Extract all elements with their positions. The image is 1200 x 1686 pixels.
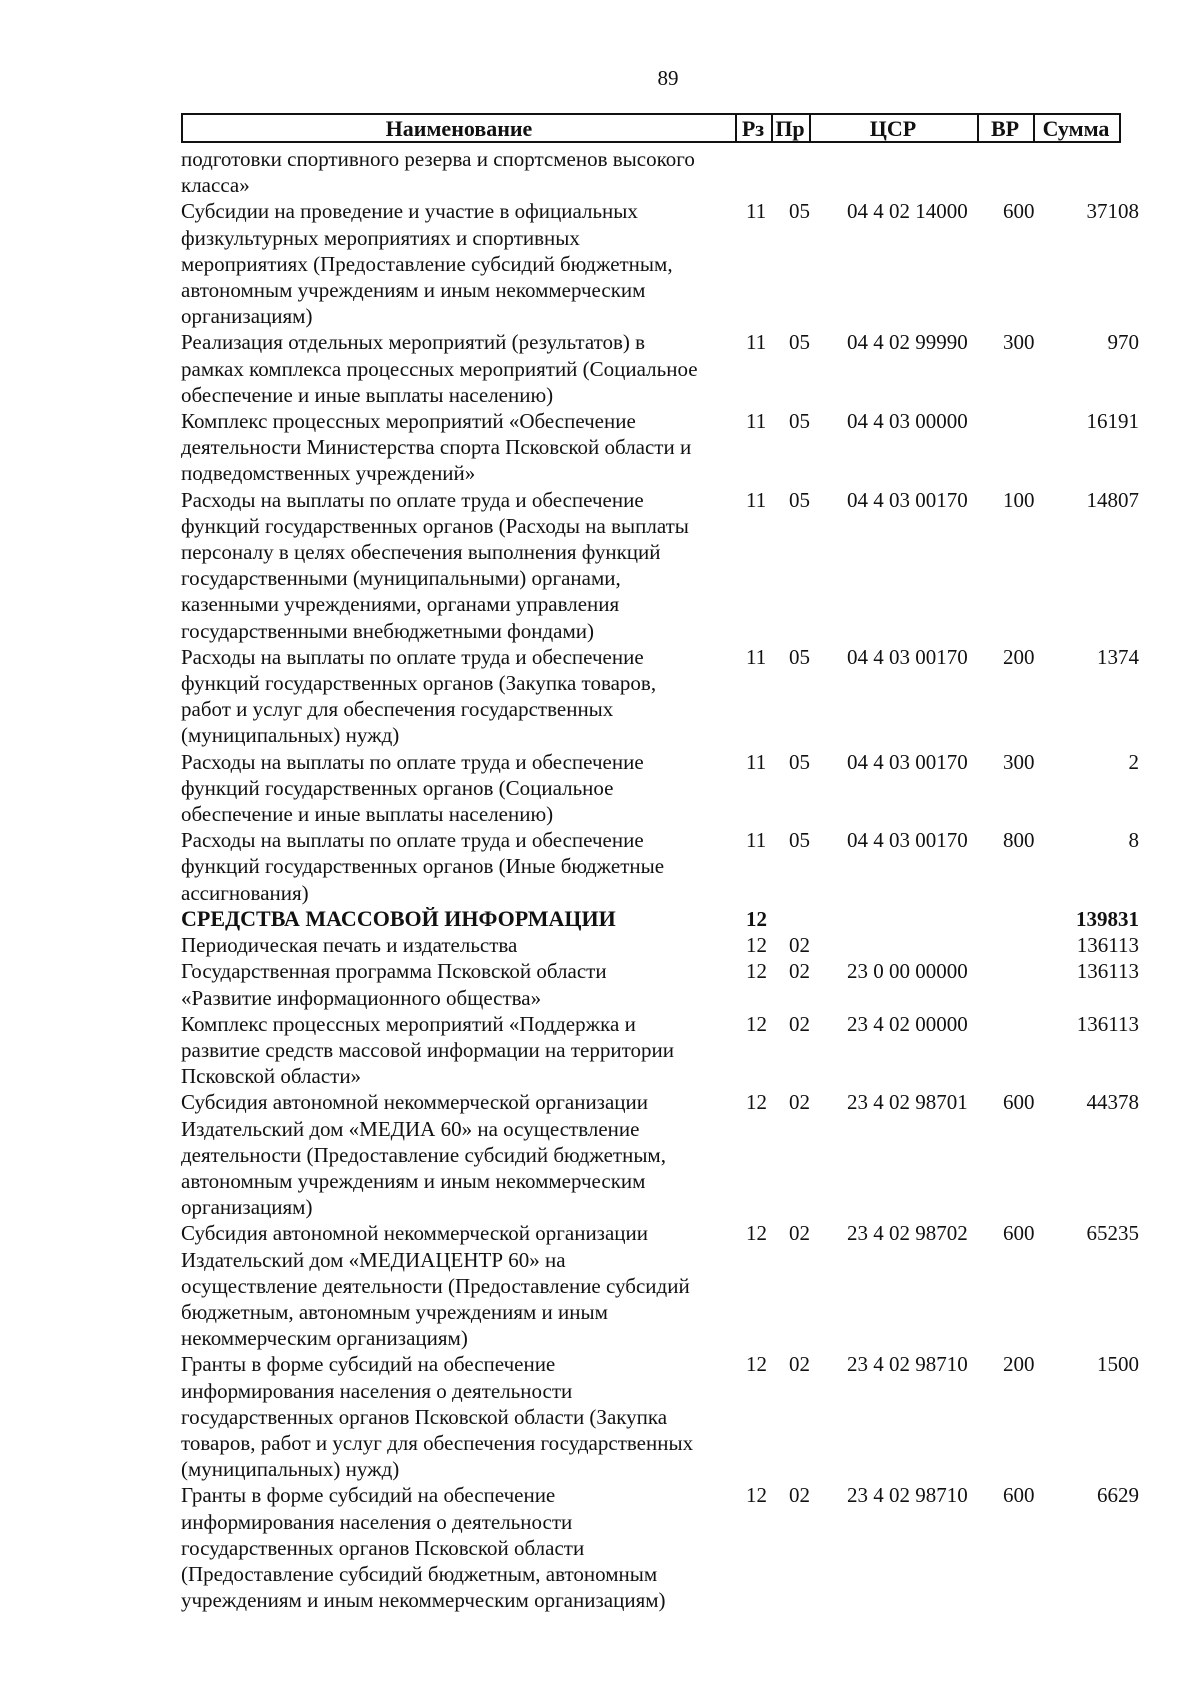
row-pr: 05	[789, 749, 810, 774]
row-name: Реализация отдельных мероприятий (результатов) в рамках комплекса процессных мероприятий (Социальное обеспечение и иные выплаты населению)	[181, 330, 698, 407]
row-csr: 23 4 02 98702	[847, 1221, 968, 1246]
table-row	[181, 1482, 1161, 1613]
header-csr: ЦСР	[809, 115, 979, 141]
row-name: Периодическая печать и издательства	[181, 933, 518, 958]
row-name: Гранты в форме субсидий на обеспечение информирования населения о деятельности государственных органов Псковской области (Закупка товаров, работ и услуг для обеспечения государственных (муниципальных) нужд)	[181, 1352, 694, 1482]
table-row	[181, 749, 1161, 828]
table-header	[181, 113, 1121, 143]
row-vr: 200	[1003, 644, 1035, 669]
row-csr: 04 4 03 00000	[847, 409, 968, 434]
row-pr: 05	[789, 644, 810, 669]
row-vr: 200	[1003, 1352, 1035, 1377]
row-sum: 136113	[1076, 1011, 1139, 1036]
table-row	[181, 958, 1161, 1010]
row-csr: 23 4 02 98710	[847, 1483, 968, 1508]
row-rz: 12	[746, 1090, 767, 1115]
row-pr: 02	[789, 933, 810, 958]
row-sum: 2	[1128, 749, 1139, 774]
row-pr: 02	[789, 1352, 810, 1377]
table-row	[181, 1089, 1161, 1220]
header-pr: Пр	[771, 115, 811, 141]
header-vr: ВР	[977, 115, 1035, 141]
header-rz: Рз	[735, 115, 773, 141]
row-sum: 136113	[1076, 933, 1139, 958]
row-csr: 04 4 02 99990	[847, 330, 968, 355]
row-csr: 04 4 03 00170	[847, 828, 968, 853]
table-row	[181, 408, 1161, 487]
row-csr: 04 4 03 00170	[847, 749, 968, 774]
row-rz: 11	[746, 330, 767, 355]
table-row	[181, 827, 1161, 906]
table-row	[181, 487, 1161, 644]
row-vr: 600	[1003, 1221, 1035, 1246]
row-csr: 04 4 02 14000	[847, 199, 968, 224]
row-name: Субсидия автономной некоммерческой организации Издательский дом «МЕДИА 60» на осуществление деятельности (Предоставление субсидий бюджетным, автономным учреждениям и иным некоммерческим организациям)	[181, 1090, 666, 1220]
row-csr: 23 4 02 00000	[847, 1011, 968, 1036]
row-name: Расходы на выплаты по оплате труда и обеспечение функций государственных органов (Социальное обеспечение и иные выплаты населению)	[181, 749, 644, 827]
table-row	[181, 932, 1161, 958]
row-name: Гранты в форме субсидий на обеспечение информирования населения о деятельности государственных органов Псковской области (Предоставление субсидий бюджетным, автономным учреждениям и иным некоммерческим организациям)	[181, 1483, 666, 1613]
table-row	[181, 1351, 1161, 1482]
row-vr: 600	[1003, 1483, 1035, 1508]
row-csr: 23 4 02 98710	[847, 1352, 968, 1377]
table-row	[181, 329, 1161, 408]
row-sum: 1500	[1097, 1352, 1139, 1377]
row-csr: 23 0 00 00000	[847, 959, 968, 984]
row-rz: 12	[746, 1352, 767, 1377]
row-rz: 11	[746, 199, 767, 224]
row-sum: 139831	[1076, 906, 1139, 931]
table-row	[181, 1220, 1161, 1351]
row-csr: 23 4 02 98701	[847, 1090, 968, 1115]
row-rz: 12	[746, 933, 767, 958]
row-rz: 11	[746, 644, 767, 669]
row-vr: 600	[1003, 199, 1035, 224]
row-rz: 12	[746, 959, 767, 984]
row-sum: 8	[1128, 828, 1139, 853]
table-body	[181, 146, 1161, 1613]
table-row	[181, 146, 1161, 198]
row-name: Субсидии на проведение и участие в официальных физкультурных мероприятиях и спортивных мероприятиях (Предоставление субсидий бюджетным, автономным учреждениям и иным некоммерческим организациям)	[181, 199, 673, 329]
row-name: Расходы на выплаты по оплате труда и обеспечение функций государственных органов (Иные бюджетные ассигнования)	[181, 828, 665, 905]
row-sum: 16191	[1086, 409, 1139, 434]
row-rz: 12	[746, 1011, 767, 1036]
row-name: Государственная программа Псковской области «Развитие информационного общества»	[181, 959, 607, 1010]
page-number: 89	[657, 66, 679, 90]
row-name: Расходы на выплаты по оплате труда и обеспечение функций государственных органов (Расходы на выплаты персоналу в целях обеспечения выполнения функций государственными (муниципальными) органами, казенными учреждениями, органами управления государственными внебюджетными фондами)	[181, 487, 689, 643]
row-pr: 05	[789, 828, 810, 853]
row-pr: 05	[789, 199, 810, 224]
row-pr: 05	[789, 330, 810, 355]
row-sum: 65235	[1086, 1221, 1139, 1246]
row-name: Комплекс процессных мероприятий «Обеспечение деятельности Министерства спорта Псковской области и подведомственных учреждений»	[181, 409, 692, 486]
row-vr: 300	[1003, 749, 1035, 774]
row-rz: 11	[746, 828, 767, 853]
row-pr: 02	[789, 1090, 810, 1115]
row-pr: 05	[789, 409, 810, 434]
row-vr: 100	[1003, 487, 1035, 512]
row-rz: 11	[746, 487, 767, 512]
row-vr: 800	[1003, 828, 1035, 853]
table-row	[181, 198, 1161, 329]
header-sum: Сумма	[1042, 116, 1110, 141]
header-name: Наименование	[183, 115, 737, 141]
row-pr: 02	[789, 1483, 810, 1508]
row-name: Расходы на выплаты по оплате труда и обеспечение функций государственных органов (Закупка товаров, работ и услуг для обеспечения государственных (муниципальных) нужд)	[181, 644, 657, 748]
row-sum: 37108	[1086, 199, 1139, 224]
table-row	[181, 906, 1161, 932]
row-sum: 6629	[1097, 1483, 1139, 1508]
row-sum: 14807	[1086, 487, 1139, 512]
row-pr: 02	[789, 1011, 810, 1036]
row-pr: 02	[789, 1221, 810, 1246]
row-name: Субсидия автономной некоммерческой организации Издательский дом «МЕДИАЦЕНТР 60» на осуществление деятельности (Предоставление субсидий бюджетным, автономным учреждениям и иным некоммерческим организациям)	[181, 1221, 690, 1351]
row-name: Комплекс процессных мероприятий «Поддержка и развитие средств массовой информации на территории Псковской области»	[181, 1011, 674, 1089]
table-row	[181, 644, 1161, 749]
row-vr: 600	[1003, 1090, 1035, 1115]
row-sum: 136113	[1076, 959, 1139, 984]
row-rz: 11	[746, 409, 767, 434]
row-rz: 11	[746, 749, 767, 774]
row-rz: 12	[746, 1483, 767, 1508]
row-vr: 300	[1003, 330, 1035, 355]
row-name: подготовки спортивного резерва и спортсменов высокого класса»	[181, 147, 695, 198]
row-pr: 02	[789, 959, 810, 984]
row-rz: 12	[746, 1221, 767, 1246]
table-row	[181, 1011, 1161, 1090]
row-sum: 44378	[1086, 1090, 1139, 1115]
row-sum: 970	[1107, 330, 1139, 355]
row-rz: 12	[746, 906, 767, 931]
row-csr: 04 4 03 00170	[847, 487, 968, 512]
row-sum: 1374	[1097, 644, 1139, 669]
row-pr: 05	[789, 487, 810, 512]
row-name: СРЕДСТВА МАССОВОЙ ИНФОРМАЦИИ	[181, 905, 616, 931]
row-csr: 04 4 03 00170	[847, 644, 968, 669]
